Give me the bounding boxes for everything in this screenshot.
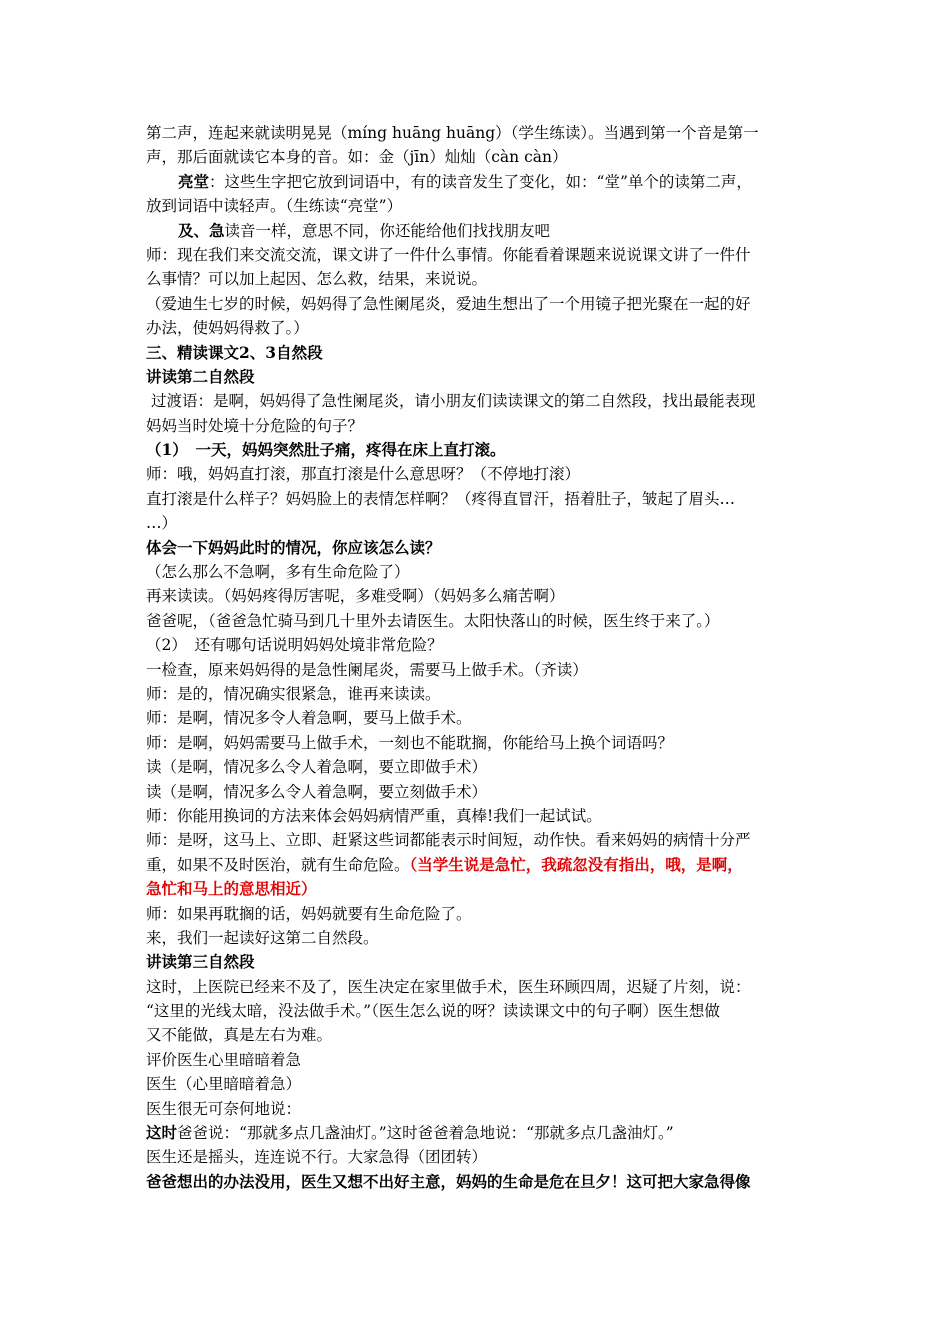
text-segment: 这时 [146, 1123, 178, 1143]
text-line [146, 950, 816, 974]
text-line [146, 243, 816, 267]
text-segment: 医生很无可奈何地说： [146, 1099, 302, 1118]
text-line [146, 1145, 816, 1169]
text-line [146, 145, 816, 169]
text-segment: 重，如果不及时医治，就有生命危险。 [146, 855, 410, 874]
text-segment: 办法，使妈妈得救了。） [146, 319, 309, 338]
text-segment: 读（是啊，情况多么令人着急啊，要立刻做手术） [146, 782, 488, 801]
text-line [146, 755, 816, 779]
text-segment: 体会一下妈妈此时的情况，你应该怎么读？ [146, 537, 441, 557]
text-line [146, 853, 816, 877]
text-segment: 师：是啊，妈妈需要马上做手术，一刻也不能耽搁，你能给马上换个词语吗？ [146, 733, 674, 752]
text-line [146, 389, 816, 413]
text-line [146, 633, 816, 657]
text-line [146, 1072, 816, 1096]
text-line [146, 682, 816, 706]
text-segment: （爱迪生七岁的时候，妈妈得了急性阑尾炎，爱迪生想出了一个用镜子把光聚在一起的好 [146, 294, 751, 313]
text-segment: “这里的光线太暗，没法做手术。”（医生怎么说的呀？读读课文中的句子啊）医生想做 [146, 1002, 720, 1021]
text-segment: 爸爸呢，（爸爸急忙骑马到几十里外去请医生。太阳快落山的时候，医生终于来了。） [146, 611, 720, 630]
text-line [146, 170, 816, 194]
text-segment: 师：如果再耽搁的话，妈妈就要有生命危险了。 [146, 904, 472, 923]
text-segment: 亮堂 [178, 171, 210, 191]
text-segment: 读（是啊，情况多么令人着急啊，要立即做手术） [146, 758, 488, 777]
text-line [146, 975, 816, 999]
text-segment: 三、精读课文2、3自然段 [146, 342, 323, 362]
text-segment: 讲读第三自然段 [146, 952, 255, 972]
text-segment: 一检查，原来妈妈得的是急性阑尾炎，需要马上做手术。（齐读） [146, 660, 588, 679]
text-line [146, 414, 816, 438]
text-line [146, 462, 816, 486]
text-line [146, 926, 816, 950]
text-segment: 师：你能用换词的方法来体会妈妈病情严重，真棒!我们一起试试。 [146, 806, 602, 825]
text-line [146, 560, 816, 584]
text-line [146, 316, 816, 340]
text-line [146, 1170, 816, 1194]
text-segment: 及、急 [178, 220, 225, 240]
text-line [146, 999, 816, 1023]
text-line [146, 341, 816, 365]
text-line [146, 292, 816, 316]
text-line [146, 536, 816, 560]
text-line [146, 584, 816, 608]
text-segment: （当学生说是急忙，我疏忽没有指出，哦，是啊， [409, 854, 743, 874]
text-segment: 来，我们一起读好这第二自然段。 [146, 928, 379, 947]
text-segment: 师：是的，情况确实很紧急，谁再来读读。 [146, 684, 441, 703]
text-segment: （2） 还有哪句话说明妈妈处境非常危险？ [146, 636, 443, 655]
text-segment: 放到词语中读轻声。（生练读“亮堂”） [146, 197, 403, 216]
text-line [146, 706, 816, 730]
text-line [146, 487, 816, 511]
text-line [146, 902, 816, 926]
text-line [146, 877, 816, 901]
text-segment: 爸爸说：“那就多点几盏油灯。”这时爸爸着急地说：“那就多点几盏油灯。” [177, 1124, 674, 1143]
text-line [146, 121, 816, 145]
text-line [146, 609, 816, 633]
text-segment: 医生（心里暗暗着急） [146, 1075, 302, 1094]
text-segment: 急忙和马上的意思相近） [146, 879, 317, 899]
text-line [146, 438, 816, 462]
text-segment: 直打滚是什么样子？妈妈脸上的表情怎样啊？（疼得直冒汗，捂着肚子，皱起了眉头… [146, 489, 736, 508]
text-line [146, 511, 816, 535]
text-segment: ：这些生字把它放到词语中，有的读音发生了变化，如：“堂”单个的读第二声， [209, 172, 752, 191]
text-segment: …） [146, 514, 178, 533]
text-segment: （1） 一天，妈妈突然肚子痛，疼得在床上直打滚。 [146, 440, 506, 460]
text-line [146, 1097, 816, 1121]
text-segment: 爸爸想出的办法没用，医生又想不出好主意，妈妈的生命是危在旦夕！这可把大家急得像 [146, 1171, 751, 1191]
text-segment: 读音一样，意思不同，你还能给他们找找朋友吧 [224, 221, 551, 240]
text-line [146, 1048, 816, 1072]
text-segment: 讲读第二自然段 [146, 366, 255, 386]
text-line [146, 194, 816, 218]
text-segment: 过渡语：是啊，妈妈得了急性阑尾炎，请小朋友们读读课文的第二自然段，找出最能表现 [151, 392, 756, 411]
text-line [146, 219, 816, 243]
text-segment: 妈妈当时处境十分危险的句子？ [146, 416, 364, 435]
text-segment: 师：是呀，这马上、立即、赶紧这些词都能表示时间短，动作快。看来妈妈的病情十分严 [146, 831, 751, 850]
text-segment: 第二声，连起来就读明晃晃（míng huāng huāng）（学生练读）。当遇到第一个音是第一 [146, 124, 759, 142]
text-segment: 声，那后面就读它本身的音。如：金（jīn）灿灿（càn càn） [146, 148, 568, 167]
text-segment: 医生还是摇头，连连说不行。大家急得（团团转） [146, 1148, 488, 1167]
text-segment: 师：现在我们来交流交流，课文讲了一件什么事情。你能看着课题来说说课文讲了一件什 [146, 245, 751, 264]
text-segment: 师：是啊，情况多令人着急啊，要马上做手术。 [146, 709, 472, 728]
text-line [146, 731, 816, 755]
text-segment: 评价医生心里暗暗着急 [146, 1050, 302, 1069]
text-line [146, 780, 816, 804]
text-segment: 再来读读。（妈妈疼得厉害呢，多难受啊）（妈妈多么痛苦啊） [146, 587, 565, 606]
text-line [146, 1023, 816, 1047]
text-segment: 这时，上医院已经来不及了，医生决定在家里做手术，医生环顾四周，迟疑了片刻，说： [146, 977, 751, 996]
text-segment: 么事情？可以加上起因、怎么救，结果，来说说。 [146, 270, 488, 289]
text-line [146, 828, 816, 852]
document-body [146, 121, 816, 1194]
text-line [146, 1121, 816, 1145]
text-line [146, 804, 816, 828]
text-segment: 师：哦，妈妈直打滚，那直打滚是什么意思呀？（不停地打滚） [146, 465, 581, 484]
text-segment: 又不能做，真是左右为难。 [146, 1026, 333, 1045]
text-line [146, 658, 816, 682]
text-segment: （怎么那么不急啊，多有生命危险了） [146, 563, 410, 582]
text-line [146, 365, 816, 389]
text-line [146, 267, 816, 291]
